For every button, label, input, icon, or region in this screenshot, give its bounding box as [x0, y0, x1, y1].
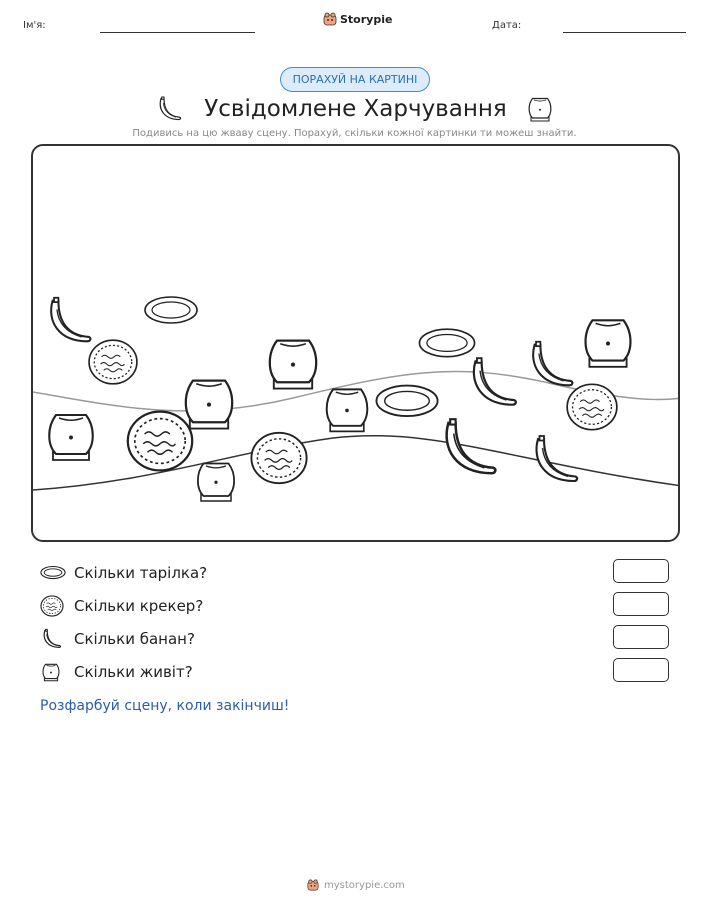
banana-icon	[525, 430, 587, 490]
coloring-note: Розфарбуй сцену, коли закінчиш!	[40, 698, 290, 714]
question-cracker	[40, 594, 203, 618]
plate-icon	[373, 382, 441, 422]
belly-icon	[41, 404, 101, 468]
instructions: Подивись на цю жваву сцену. Порахуй, скільки кожної картинки ти можеш знайти.	[132, 128, 577, 139]
name-label: Ім'я:	[23, 20, 46, 31]
banana-icon	[433, 412, 507, 484]
belly-icon	[525, 94, 555, 124]
question-text: Скільки тарілка?	[74, 564, 208, 582]
belly-icon	[40, 660, 66, 684]
answer-box-cracker[interactable]	[613, 592, 669, 616]
plate-icon	[143, 294, 199, 328]
plate-icon	[40, 561, 66, 585]
date-line[interactable]	[563, 32, 686, 33]
question-text: Скільки живіт?	[74, 663, 193, 681]
counting-scene	[31, 144, 680, 542]
belly-icon	[261, 328, 325, 398]
question-belly	[40, 660, 193, 684]
cracker-icon	[40, 594, 66, 618]
cracker-icon	[249, 430, 309, 486]
banana-icon	[154, 94, 186, 124]
belly-icon	[177, 368, 241, 438]
question-plate	[40, 561, 207, 585]
storypie-mascot-icon	[307, 879, 319, 891]
name-line[interactable]	[100, 32, 255, 33]
date-label: Дата:	[492, 20, 522, 31]
belly-icon	[191, 454, 241, 508]
question-banana	[40, 627, 195, 651]
answer-box-belly[interactable]	[613, 658, 669, 682]
brand-logo	[323, 12, 392, 26]
banana-icon	[41, 292, 99, 350]
footer	[307, 879, 405, 891]
storypie-mascot-icon	[323, 12, 337, 26]
question-text: Скільки крекер?	[74, 597, 204, 615]
title-row	[0, 90, 709, 128]
banana-icon	[523, 336, 581, 394]
banana-icon	[461, 352, 527, 414]
banana-icon	[40, 627, 66, 651]
activity-badge: ПОРАХУЙ НА КАРТИНІ	[280, 67, 430, 92]
question-text: Скільки банан?	[74, 630, 195, 648]
footer-url[interactable]: mystorypie.com	[324, 879, 405, 891]
page-title: Усвідомлене Харчування	[204, 96, 507, 122]
belly-icon	[577, 308, 639, 376]
brand-name: Storypie	[340, 12, 393, 26]
belly-icon	[319, 378, 375, 440]
answer-box-plate[interactable]	[613, 559, 669, 583]
answer-box-banana[interactable]	[613, 625, 669, 649]
